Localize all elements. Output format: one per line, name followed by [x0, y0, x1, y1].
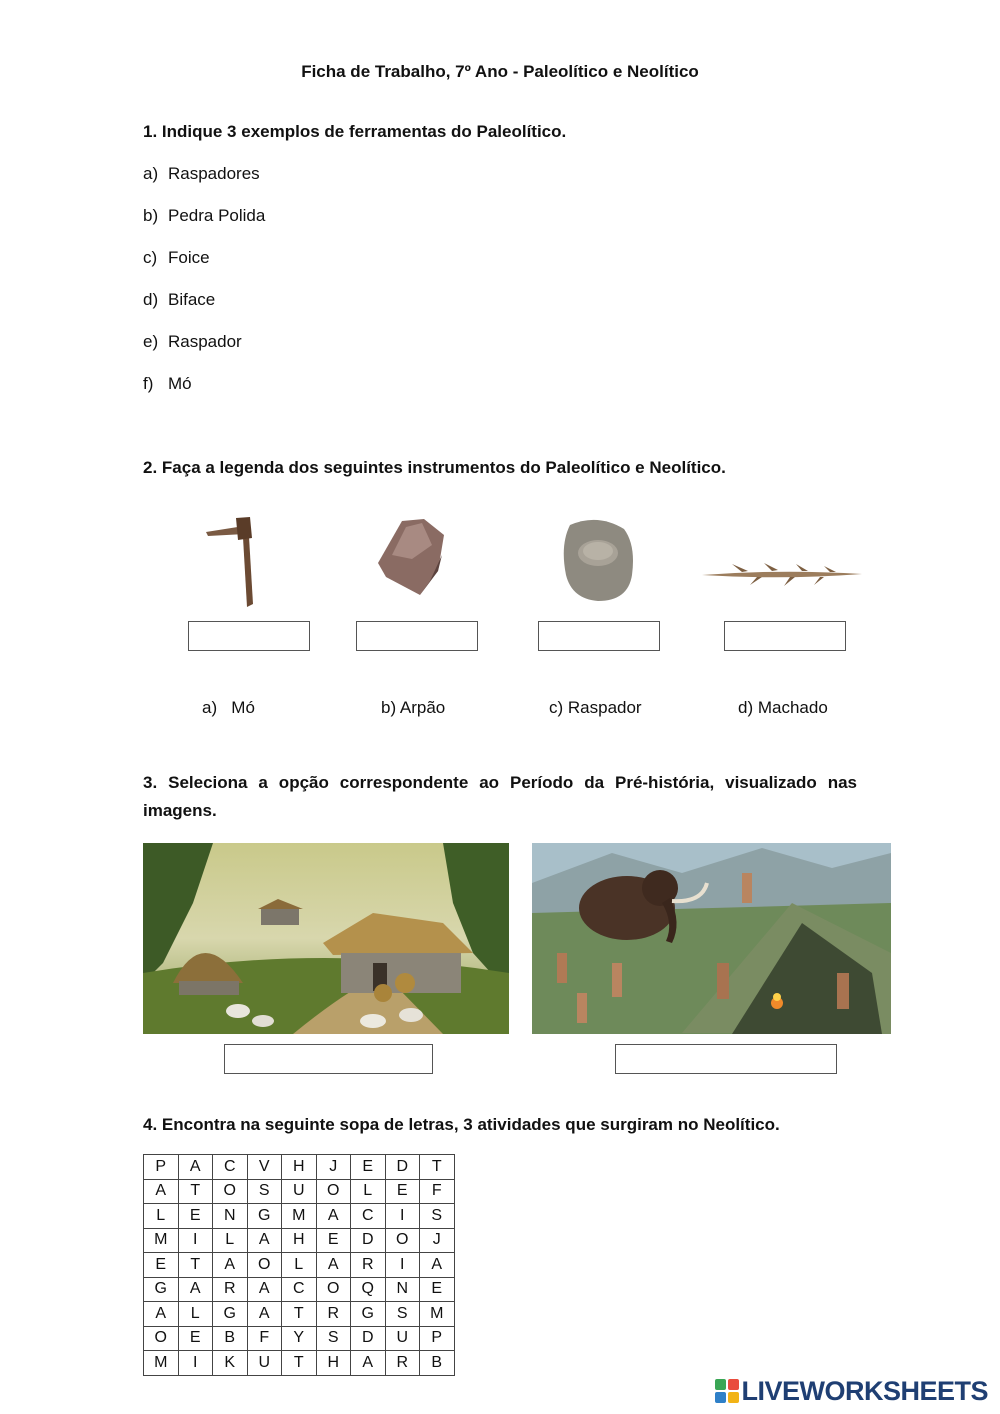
q1-option-b[interactable]	[143, 206, 265, 226]
q1-option-f[interactable]	[143, 374, 192, 394]
grid-cell[interactable]: D	[351, 1326, 386, 1351]
grid-cell[interactable]: U	[385, 1326, 420, 1351]
grid-cell[interactable]: A	[351, 1351, 386, 1376]
grid-cell[interactable]: H	[282, 1155, 317, 1180]
grinding-stone-image	[558, 515, 640, 605]
grid-row	[144, 1277, 455, 1302]
answer-box-image-2[interactable]	[615, 1044, 837, 1074]
grid-cell[interactable]: G	[213, 1302, 248, 1327]
grid-cell[interactable]: D	[385, 1155, 420, 1180]
question-4: 4. Encontra na seguinte sopa de letras, 3 atividades que surgiram no Neolítico.	[143, 1115, 780, 1134]
grid-cell[interactable]: S	[420, 1204, 455, 1229]
answer-box-d[interactable]	[724, 621, 846, 651]
harpoon-image	[702, 560, 862, 590]
grid-cell[interactable]: E	[420, 1277, 455, 1302]
grid-cell[interactable]: E	[351, 1155, 386, 1180]
option-text: Pedra Polida	[168, 206, 266, 225]
grid-cell[interactable]: J	[316, 1155, 351, 1180]
grid-cell[interactable]: A	[247, 1277, 282, 1302]
grid-cell[interactable]: R	[385, 1351, 420, 1376]
grid-cell[interactable]: O	[213, 1179, 248, 1204]
option-text: Biface	[168, 290, 216, 309]
grid-cell[interactable]: E	[178, 1326, 213, 1351]
label-d: d) Machado	[738, 698, 828, 717]
grid-cell[interactable]: Y	[282, 1326, 317, 1351]
grid-cell[interactable]: S	[385, 1302, 420, 1327]
grid-cell[interactable]: N	[385, 1277, 420, 1302]
grid-cell[interactable]: O	[385, 1228, 420, 1253]
option-letter: c)	[143, 248, 158, 267]
option-letter: f)	[143, 374, 154, 393]
grid-cell[interactable]: R	[213, 1277, 248, 1302]
grid-cell[interactable]: S	[247, 1179, 282, 1204]
option-text: Raspador	[168, 332, 242, 351]
grid-cell[interactable]: I	[385, 1253, 420, 1278]
grid-cell[interactable]: O	[247, 1253, 282, 1278]
grid-cell[interactable]: T	[178, 1179, 213, 1204]
grid-cell[interactable]: A	[247, 1302, 282, 1327]
option-text: Mó	[168, 374, 192, 393]
grid-cell[interactable]: R	[316, 1302, 351, 1327]
grid-row	[144, 1351, 455, 1376]
grid-cell[interactable]: R	[351, 1253, 386, 1278]
page-title: Ficha de Trabalho, 7º Ano - Paleolítico e Neolítico	[301, 62, 699, 81]
logo-text: LIVEWORKSHEETS	[741, 1375, 988, 1406]
grid-cell[interactable]: Q	[351, 1277, 386, 1302]
stone-axe-image	[198, 512, 268, 612]
grid-cell[interactable]: B	[420, 1351, 455, 1376]
scraper-stone-image	[372, 515, 452, 597]
grid-row	[144, 1302, 455, 1327]
grid-cell[interactable]: E	[316, 1228, 351, 1253]
option-letter: d)	[143, 290, 159, 309]
grid-cell[interactable]: J	[420, 1228, 455, 1253]
grid-cell[interactable]: T	[178, 1253, 213, 1278]
grid-cell[interactable]: M	[144, 1351, 179, 1376]
grid-cell[interactable]: V	[247, 1155, 282, 1180]
grid-cell[interactable]: I	[385, 1204, 420, 1229]
grid-row	[144, 1253, 455, 1278]
option-letter: e)	[143, 332, 159, 351]
grid-cell[interactable]: L	[213, 1228, 248, 1253]
grid-row	[144, 1326, 455, 1351]
grid-cell[interactable]: F	[247, 1326, 282, 1351]
liveworksheets-logo	[715, 1374, 988, 1408]
option-letter: a)	[143, 164, 159, 183]
grid-cell[interactable]: O	[144, 1326, 179, 1351]
answer-box-image-1[interactable]	[224, 1044, 433, 1074]
grid-cell[interactable]: G	[144, 1277, 179, 1302]
grid-cell[interactable]: L	[351, 1179, 386, 1204]
grid-cell[interactable]: A	[144, 1179, 179, 1204]
q1-option-d[interactable]	[143, 290, 215, 310]
q1-option-c[interactable]	[143, 248, 210, 268]
grid-cell[interactable]: P	[144, 1155, 179, 1180]
grid-cell[interactable]: L	[178, 1302, 213, 1327]
paleolithic-mammoth-hunt-image	[532, 843, 891, 1034]
grid-cell[interactable]: H	[282, 1228, 317, 1253]
grid-cell[interactable]: O	[316, 1277, 351, 1302]
grid-cell[interactable]: G	[247, 1204, 282, 1229]
grid-cell[interactable]: F	[420, 1179, 455, 1204]
grid-cell[interactable]: M	[282, 1204, 317, 1229]
option-text: Foice	[168, 248, 210, 267]
grid-cell[interactable]: A	[316, 1204, 351, 1229]
word-search-grid	[143, 1154, 455, 1376]
grid-cell[interactable]: G	[351, 1302, 386, 1327]
grid-cell[interactable]: U	[282, 1179, 317, 1204]
grid-cell[interactable]: I	[178, 1228, 213, 1253]
grid-cell[interactable]: A	[178, 1155, 213, 1180]
grid-cell[interactable]: E	[144, 1253, 179, 1278]
grid-cell[interactable]: D	[351, 1228, 386, 1253]
grid-cell[interactable]: M	[420, 1302, 455, 1327]
logo-icon	[715, 1379, 739, 1403]
grid-cell[interactable]: I	[178, 1351, 213, 1376]
grid-cell[interactable]: A	[144, 1302, 179, 1327]
grid-row	[144, 1228, 455, 1253]
grid-cell[interactable]: P	[420, 1326, 455, 1351]
grid-cell[interactable]: K	[213, 1351, 248, 1376]
grid-cell[interactable]: A	[213, 1253, 248, 1278]
question-3: 3. Seleciona a opção correspondente ao Período da Pré-história, visualizado nas imagens.	[143, 773, 857, 820]
neolithic-village-image	[143, 843, 509, 1034]
grid-cell[interactable]: L	[144, 1204, 179, 1229]
answer-box-b[interactable]	[356, 621, 478, 651]
label-a: a) Mó	[202, 698, 255, 717]
grid-cell[interactable]: N	[213, 1204, 248, 1229]
grid-cell[interactable]: A	[247, 1228, 282, 1253]
grid-cell[interactable]: O	[316, 1179, 351, 1204]
grid-cell[interactable]: T	[420, 1155, 455, 1180]
grid-cell[interactable]: U	[247, 1351, 282, 1376]
grid-cell[interactable]: C	[282, 1277, 317, 1302]
grid-cell[interactable]: L	[282, 1253, 317, 1278]
grid-cell[interactable]: T	[282, 1351, 317, 1376]
grid-cell[interactable]: E	[178, 1204, 213, 1229]
q1-option-a[interactable]	[143, 164, 260, 184]
grid-cell[interactable]: A	[316, 1253, 351, 1278]
grid-cell[interactable]: H	[316, 1351, 351, 1376]
grid-cell[interactable]: B	[213, 1326, 248, 1351]
q1-option-e[interactable]	[143, 332, 242, 352]
grid-cell[interactable]: M	[144, 1228, 179, 1253]
label-c: c) Raspador	[549, 698, 642, 717]
grid-row	[144, 1179, 455, 1204]
grid-row	[144, 1204, 455, 1229]
question-2: 2. Faça a legenda dos seguintes instrumentos do Paleolítico e Neolítico.	[143, 458, 726, 477]
label-b: b) Arpão	[381, 698, 446, 717]
grid-cell[interactable]: A	[420, 1253, 455, 1278]
question-1: 1. Indique 3 exemplos de ferramentas do Paleolítico.	[143, 122, 567, 141]
answer-box-c[interactable]	[538, 621, 660, 651]
grid-cell[interactable]: C	[351, 1204, 386, 1229]
grid-cell[interactable]: E	[385, 1179, 420, 1204]
grid-cell[interactable]: C	[213, 1155, 248, 1180]
option-text: Raspadores	[168, 164, 260, 183]
grid-cell[interactable]: A	[178, 1277, 213, 1302]
grid-row	[144, 1155, 455, 1180]
grid-cell[interactable]: S	[316, 1326, 351, 1351]
answer-box-a[interactable]	[188, 621, 310, 651]
grid-cell[interactable]: T	[282, 1302, 317, 1327]
option-letter: b)	[143, 206, 159, 225]
